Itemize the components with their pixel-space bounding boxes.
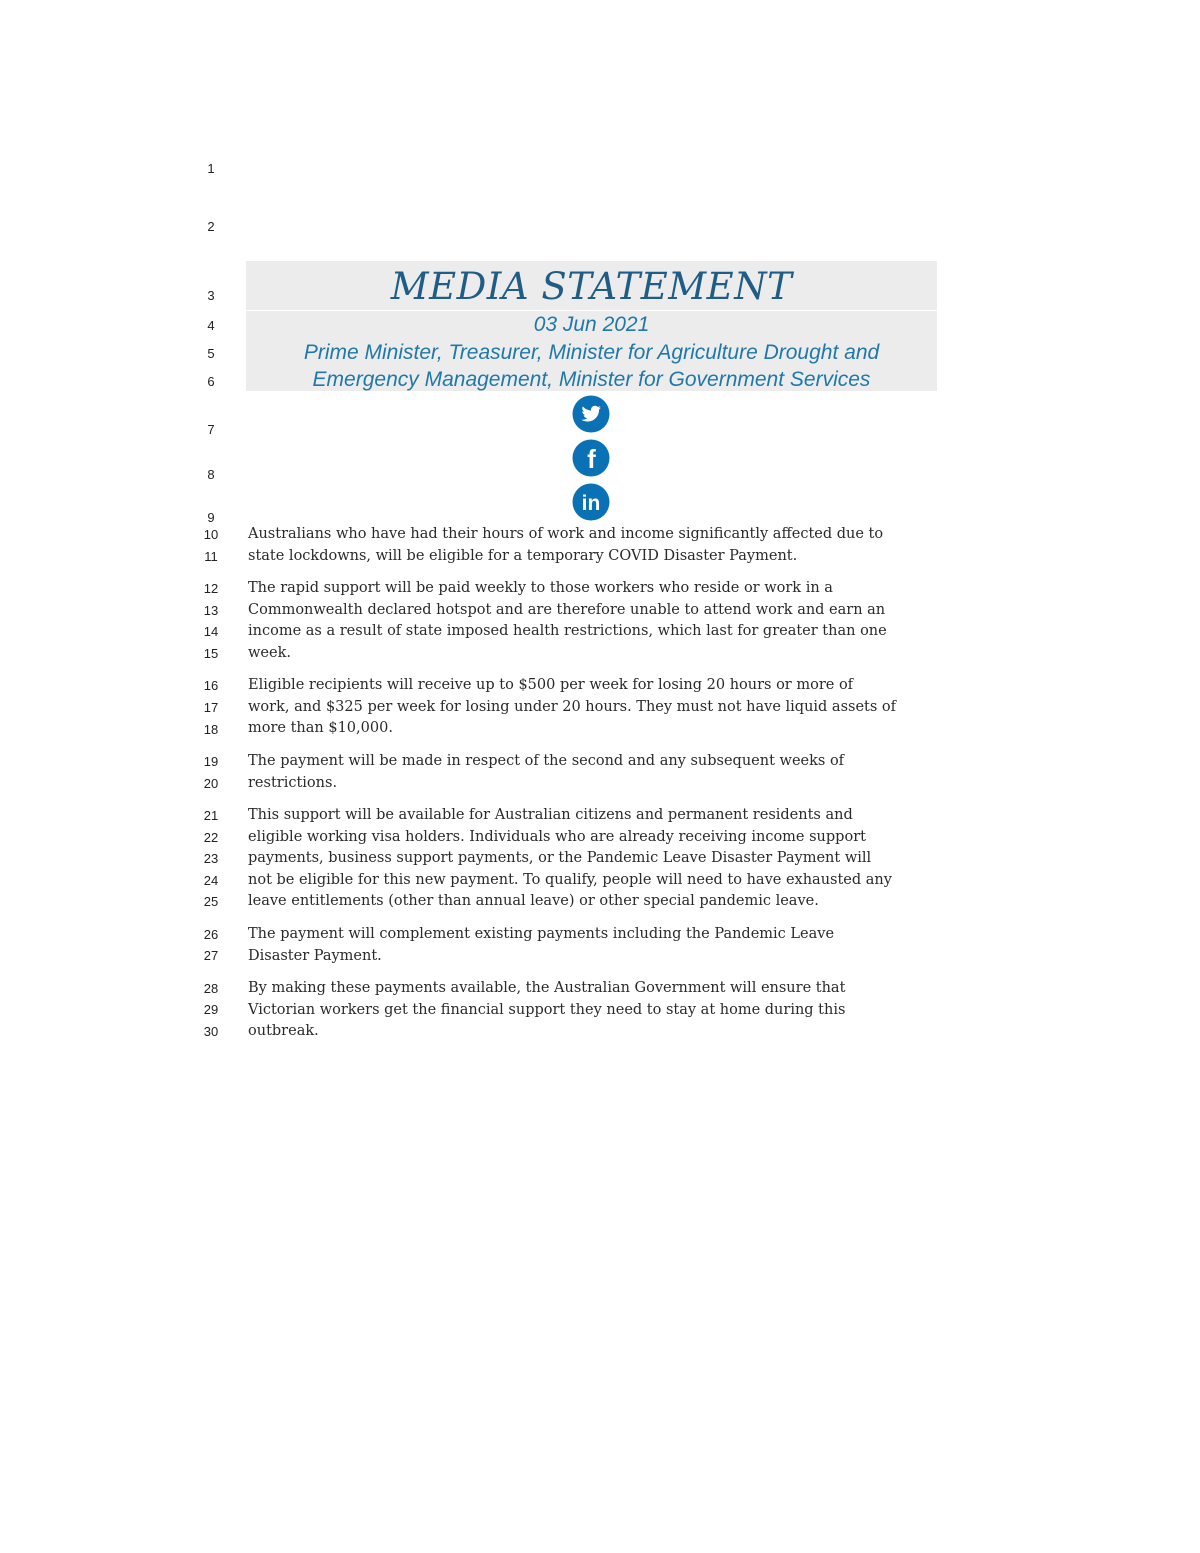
line-number: 30 <box>203 1024 219 1039</box>
paragraph <box>248 578 948 664</box>
line-number: 11 <box>204 549 218 564</box>
text-line: The rapid support will be paid weekly to those workers who reside or work in a <box>248 580 833 596</box>
text-line: work, and $325 per week for losing under 20 hours. They must not have liquid assets of <box>248 698 897 715</box>
paragraph <box>248 924 948 967</box>
text-line: By making these payments available, the Australian Government will ensure that <box>248 980 846 996</box>
text-line: eligible working visa holders. Individuals who are already receiving income support <box>248 828 866 845</box>
paragraph <box>248 805 948 913</box>
line-number: 27 <box>203 948 219 963</box>
line-number: 18 <box>203 722 219 737</box>
line-number: 20 <box>203 776 219 791</box>
text-line: The payment will complement existing payments including the Pandemic Leave <box>248 926 835 942</box>
text-line: more than $10,000. <box>248 720 393 737</box>
text-line: This support will be available for Australian citizens and permanent residents and <box>248 807 853 823</box>
paragraph <box>248 751 948 794</box>
line-number: 26 <box>203 927 219 942</box>
line-number: 3 <box>207 288 215 303</box>
line-number: 28 <box>203 981 219 996</box>
line-number: 7 <box>207 422 215 437</box>
ministers-line: Emergency Management, Minister for Government Services <box>312 368 871 391</box>
header-divider <box>246 310 937 311</box>
paragraph <box>248 524 948 567</box>
twitter-icon[interactable] <box>572 395 610 433</box>
facebook-glyph: f <box>587 444 596 474</box>
statement-date: 03 Jun 2021 <box>533 313 650 336</box>
line-number: 19 <box>203 754 219 769</box>
linkedin-glyph: in <box>581 492 601 515</box>
text-line: state lockdowns, will be eligible for a temporary COVID Disaster Payment. <box>248 547 798 564</box>
line-number: 5 <box>207 346 215 361</box>
text-line: The payment will be made in respect of the second and any subsequent weeks of <box>248 753 845 769</box>
text-line: Commonwealth declared hotspot and are therefore unable to attend work and earn an <box>248 601 886 618</box>
text-line: Disaster Payment. <box>248 947 382 964</box>
line-number: 8 <box>207 467 215 482</box>
line-number: 10 <box>203 527 219 542</box>
ministers-line: Prime Minister, Treasurer, Minister for Agriculture Drought and <box>303 341 880 364</box>
line-number: 12 <box>203 581 219 596</box>
line-number: 21 <box>203 808 219 823</box>
line-number: 9 <box>207 510 215 525</box>
linkedin-icon[interactable] <box>572 483 610 521</box>
text-line: restrictions. <box>248 774 338 791</box>
line-number: 1 <box>207 161 215 176</box>
paragraph <box>248 978 948 1043</box>
ministers-list <box>246 339 937 393</box>
media-statement-header <box>246 261 937 391</box>
text-line: Eligible recipients will receive up to $500 per week for losing 20 hours or more of <box>248 677 854 693</box>
text-line: Victorian workers get the financial support they need to stay at home during this <box>248 1001 846 1018</box>
text-line: payments, business support payments, or the Pandemic Leave Disaster Payment will <box>248 850 872 867</box>
line-number: 25 <box>203 894 219 909</box>
text-line: leave entitlements (other than annual leave) or other special pandemic leave. <box>248 893 819 910</box>
paragraph <box>248 675 948 740</box>
text-line: outbreak. <box>248 1023 319 1040</box>
line-number: 29 <box>203 1002 219 1017</box>
line-number: 16 <box>203 678 219 693</box>
text-line: Australians who have had their hours of work and income significantly affected due to <box>248 526 884 542</box>
line-number: 15 <box>203 646 219 661</box>
facebook-icon[interactable] <box>572 439 610 477</box>
text-line: income as a result of state imposed health restrictions, which last for greater than one <box>248 623 887 640</box>
line-number: 24 <box>203 873 219 888</box>
line-number: 2 <box>207 219 215 234</box>
page-title: MEDIA STATEMENT <box>390 265 793 308</box>
line-number: 14 <box>203 624 219 639</box>
line-number: 17 <box>203 700 219 715</box>
text-line: not be eligible for this new payment. To qualify, people will need to have exhausted any <box>248 871 892 888</box>
line-number: 22 <box>203 830 219 845</box>
line-number: 23 <box>203 851 219 866</box>
line-number: 4 <box>207 318 215 333</box>
line-number: 6 <box>207 374 215 389</box>
line-number: 13 <box>203 603 219 618</box>
text-line: week. <box>248 644 291 661</box>
